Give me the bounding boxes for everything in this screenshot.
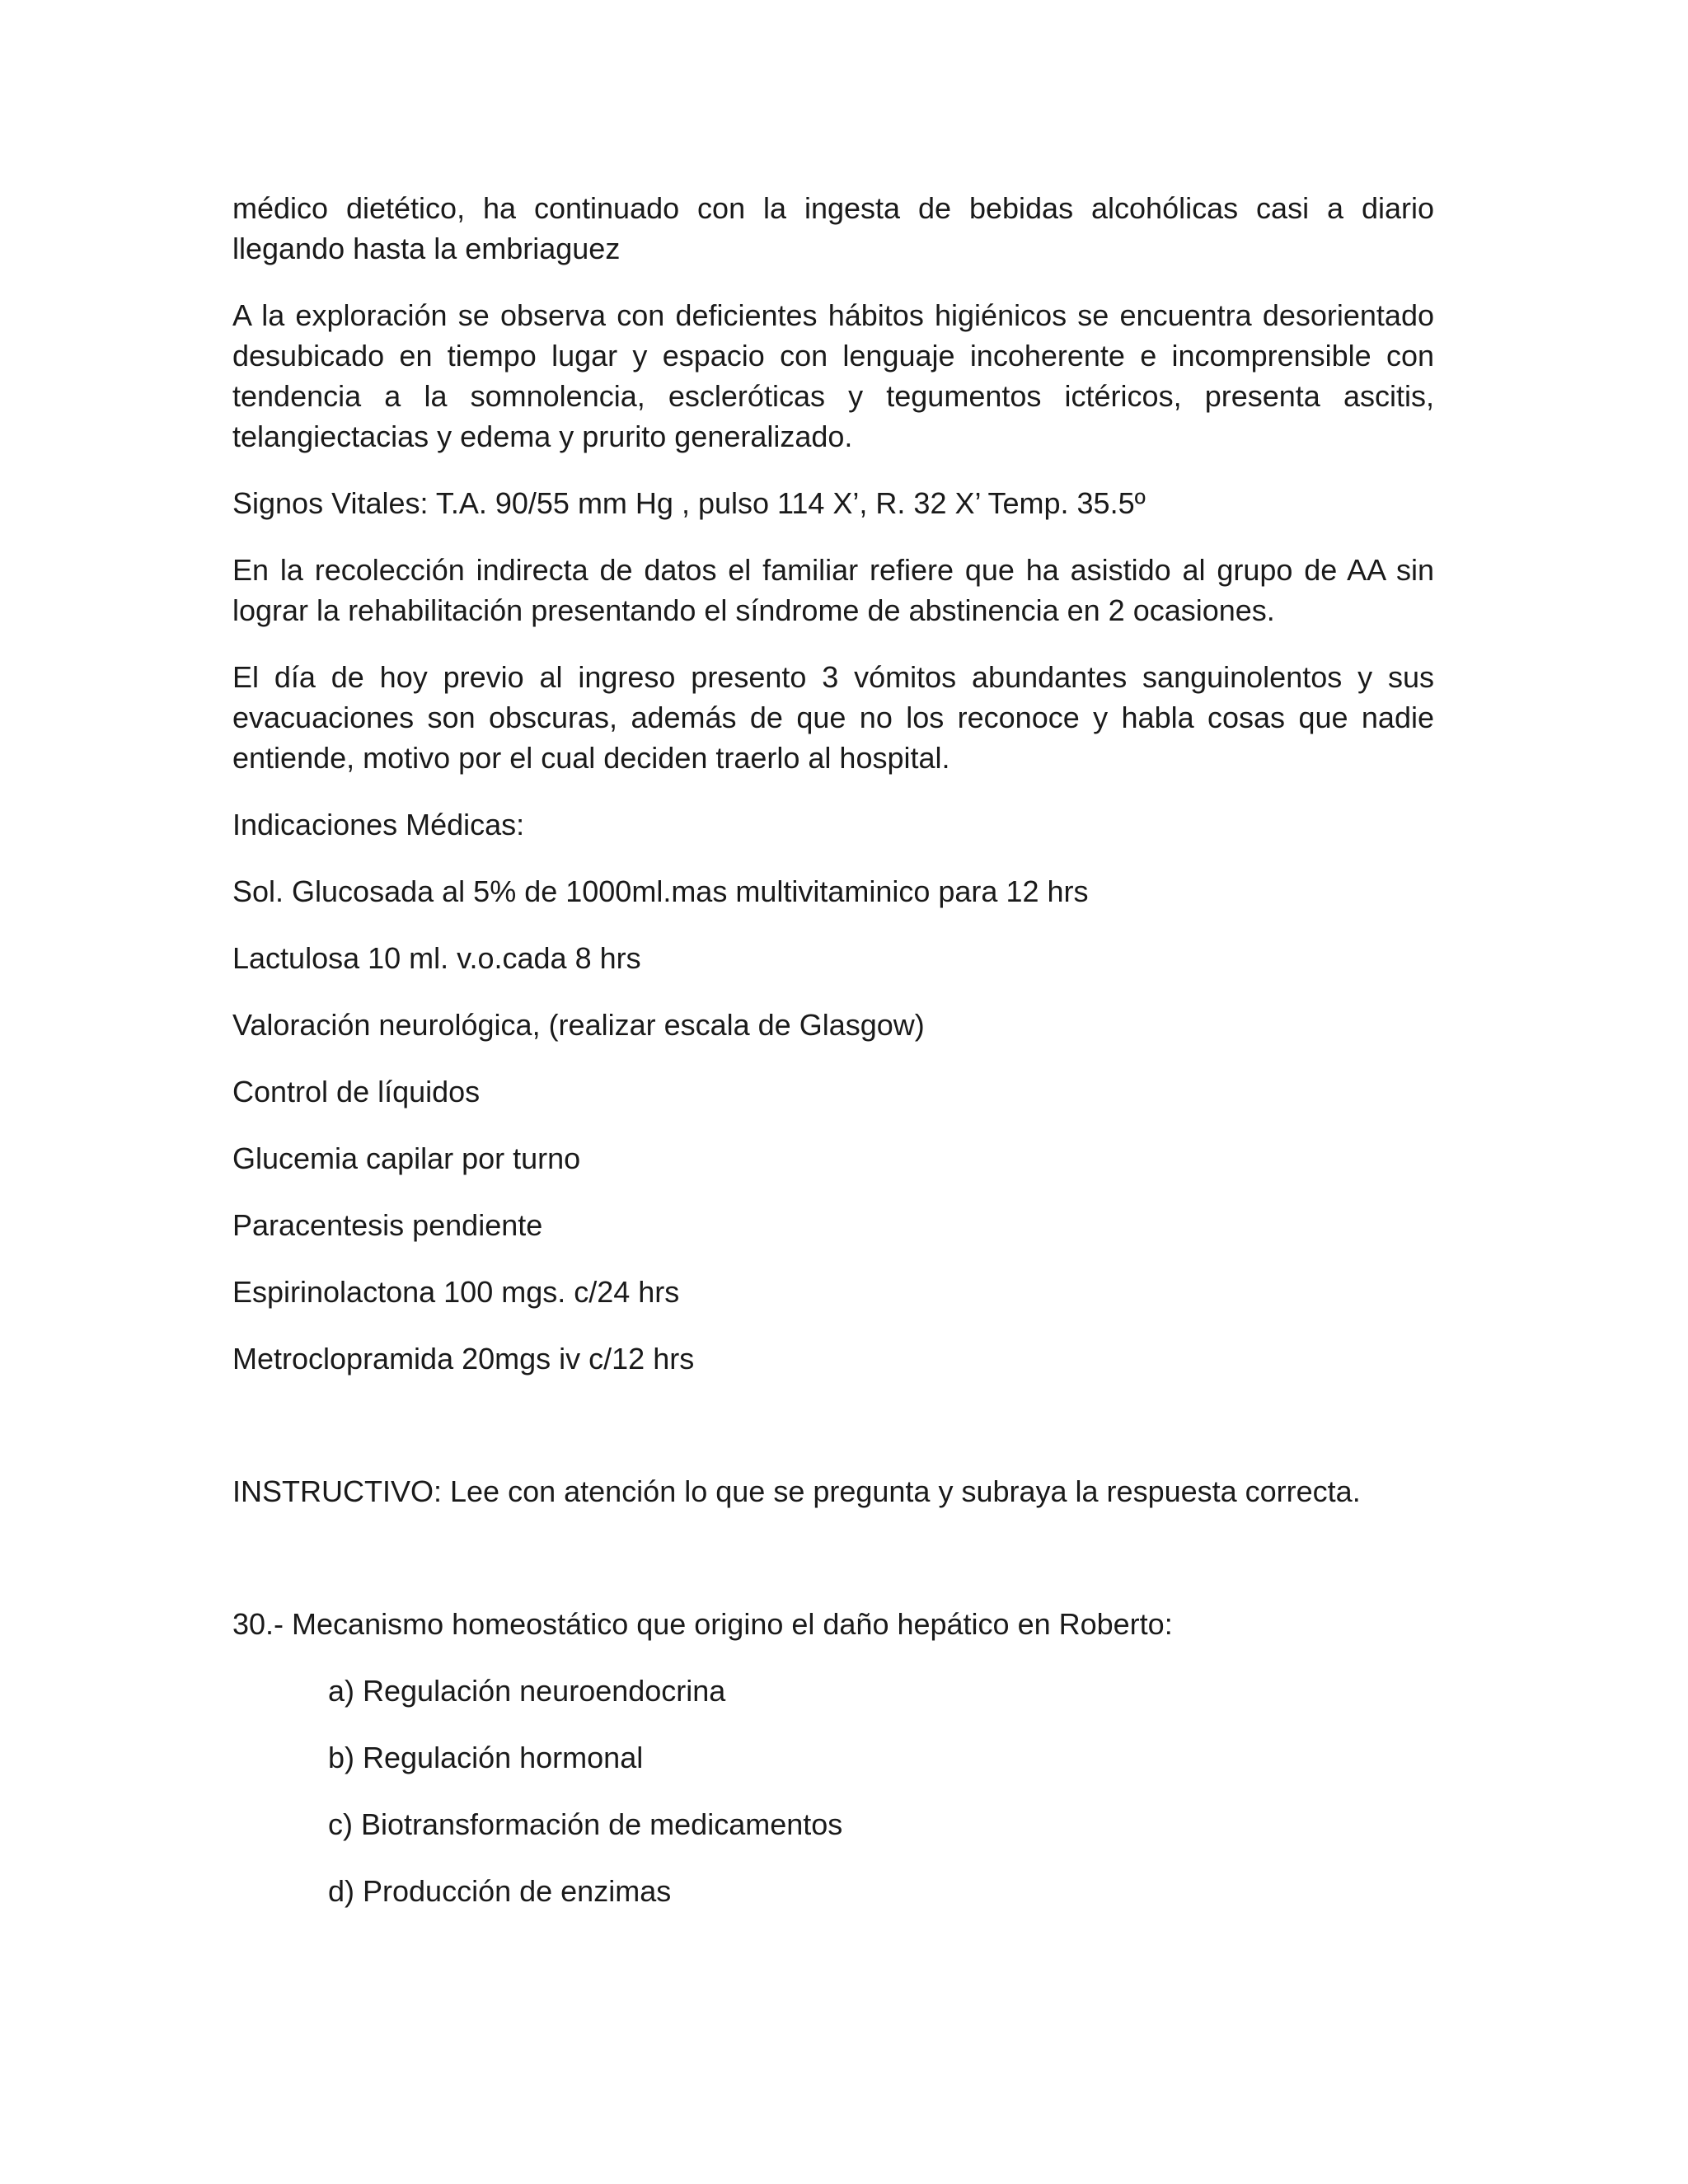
indication-item: Glucemia capilar por turno — [232, 1141, 581, 1175]
indication-item: Metroclopramida 20mgs iv c/12 hrs — [232, 1342, 695, 1376]
spacer — [232, 1405, 1434, 1471]
medical-indications-heading: Indicaciones Médicas: — [232, 808, 525, 841]
indication-item: Lactulosa 10 ml. v.o.cada 8 hrs — [232, 941, 641, 975]
indication-item: Sol. Glucosada al 5% de 1000ml.mas multivitaminico para 12 hrs — [232, 874, 1089, 908]
indication-item: Paracentesis pendiente — [232, 1208, 543, 1242]
answer-option-c[interactable]: c) Biotransformación de medicamentos — [328, 1807, 843, 1841]
answer-option-a[interactable]: a) Regulación neuroendocrina — [328, 1674, 726, 1708]
vital-signs: Signos Vitales: T.A. 90/55 mm Hg , pulso 114 X’, R. 32 X’ Temp. 35.5º — [232, 486, 1146, 520]
answer-option-b[interactable]: b) Regulación hormonal — [328, 1741, 644, 1774]
paragraph-diet-alcohol: médico dietético, ha continuado con la ingesta de bebidas alcohólicas casi a diario llegando hasta la embriaguez — [232, 191, 1434, 265]
paragraph-exploration: A la exploración se observa con deficientes hábitos higiénicos se encuentra desorientado desubicado en tiempo lugar y espacio con lenguaje incoherente e incomprensible con tendencia a la somnolencia, escleróticas y tegumentos ictéricos, presenta ascitis, telangiectacias y edema y prurito generalizado. — [232, 298, 1434, 453]
spacer — [232, 1538, 1434, 1604]
question-text: 30.- Mecanismo homeostático que origino el daño hepático en Roberto: — [232, 1607, 1173, 1641]
answer-option-d[interactable]: d) Producción de enzimas — [328, 1874, 672, 1908]
indication-item: Control de líquidos — [232, 1075, 481, 1108]
indication-item: Valoración neurológica, (realizar escala de Glasgow) — [232, 1008, 925, 1042]
document-body — [232, 188, 1434, 1938]
instructions: INSTRUCTIVO: Lee con atención lo que se pregunta y subraya la respuesta correcta. — [232, 1474, 1361, 1508]
answer-options — [232, 1671, 1434, 1911]
paragraph-indirect-data: En la recolección indirecta de datos el familiar refiere que ha asistido al grupo de AA sin lograr la rehabilitación presentando el síndrome de abstinencia en 2 ocasiones. — [232, 553, 1434, 627]
indication-item: Espirinolactona 100 mgs. c/24 hrs — [232, 1275, 680, 1309]
paragraph-admission: El día de hoy previo al ingreso presento 3 vómitos abundantes sanguinolentos y sus evacuaciones son obscuras, además de que no los reconoce y habla cosas que nadie entiende, motivo por el cual deciden traerlo al hospital. — [232, 660, 1434, 775]
